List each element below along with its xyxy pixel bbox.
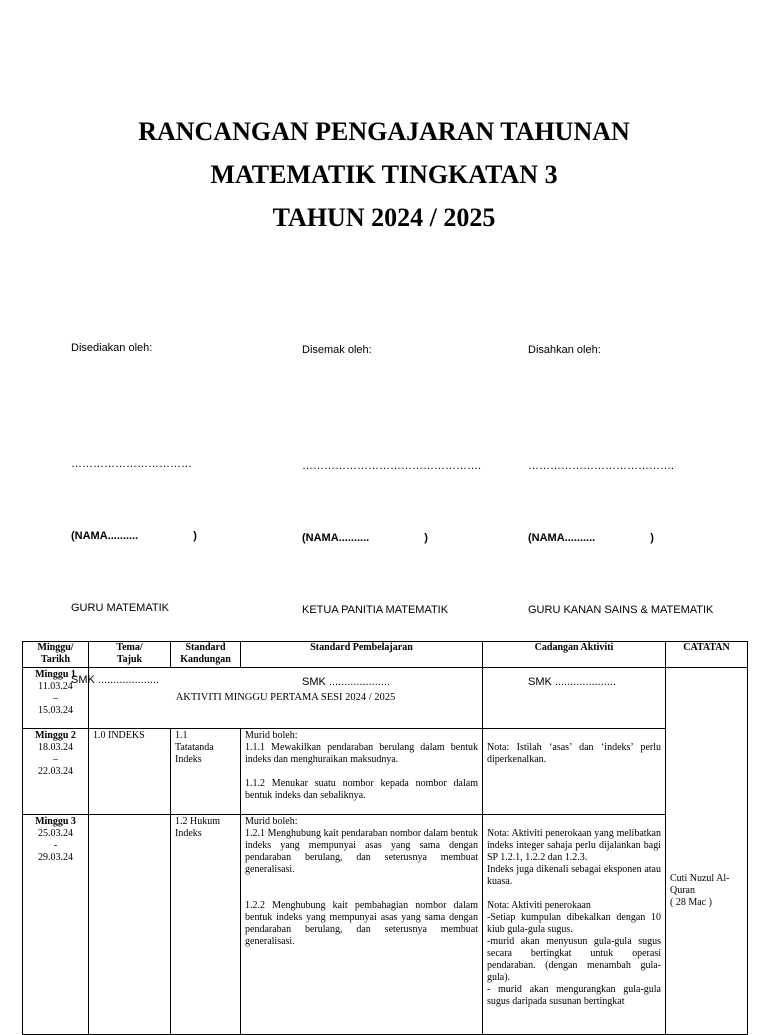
- document-title-line-2: MATEMATIK TINGKATAN 3: [210, 160, 558, 189]
- table-row: [23, 729, 748, 815]
- table-header-row: [23, 642, 748, 668]
- week-cell: Minggu 1 11.03.24 – 15.03.24: [23, 668, 89, 729]
- signature-dotted-line: ………………………………….: [528, 460, 675, 472]
- signature-heading: Disediakan oleh:: [71, 342, 153, 354]
- signature-heading: Disemak oleh:: [302, 344, 372, 356]
- header-theme-topic: Tema/ Tajuk: [89, 642, 171, 668]
- header-content-standard: Standard Kandungan: [171, 642, 241, 668]
- learning-standard-cell: Murid boleh: 1.2.1 Menghubung kait pendaraban nombor dalam bentuk indeks yang mempunyai asas yang sama dengan pendaraban berulang, dan seterusnya membuat generalisasi. 1.2.2 Menghubung kait pembahagian nombor dalam bentuk indeks yang mempunyai asas yang sama dengan pendaraban berulang, dan seterusnya membuat generalisasi.: [241, 815, 483, 1035]
- remarks-cell: Cuti Nuzul Al-Quran ( 28 Mac ): [666, 668, 748, 1035]
- signature-role: GURU KANAN SAINS & MATEMATIK: [528, 604, 714, 616]
- document-title-line-3: TAHUN 2024 / 2025: [272, 203, 496, 232]
- theme-cell: [89, 815, 171, 1035]
- signature-school: SMK ....................: [71, 674, 160, 686]
- signature-name: (NAMA.......... ): [71, 530, 197, 542]
- activity-cell: Nota: Istilah ‘asas’ dan ‘indeks’ perlu diperkenalkan.: [483, 729, 666, 815]
- activity-cell: [483, 668, 666, 729]
- signature-school: SMK ....................: [302, 676, 391, 688]
- activity-cell: Nota: Aktiviti penerokaan yang melibatkan indeks integer sahaja perlu dijalankan bagi SP 1.2.1, 1.2.2 dan 1.2.3. Indeks juga dikenali sebagai eksponen atau kuasa. Nota: Aktiviti penerokaan -Setiap kumpulan dibekalkan dengan 10 kiub gula-gula sugus. -murid akan menyusun gula-gula sugus secara bertingkat untuk operasi pendaraban. (dengan menambah gula-gula). - murid akan mengurangkan gula-gula sugus daripada susunan bertingkat: [483, 815, 666, 1035]
- content-standard-cell: 1.2 Hukum Indeks: [171, 815, 241, 1035]
- table-row: [23, 815, 748, 1035]
- lesson-plan-table: [22, 641, 748, 1035]
- header-remarks: CATATAN: [666, 642, 748, 668]
- signature-name: (NAMA.......... ): [528, 532, 654, 544]
- merged-activity-cell: AKTIVITI MINGGU PERTAMA SESI 2024 / 2025: [89, 668, 483, 729]
- signature-role: KETUA PANITIA MATEMATIK: [302, 604, 449, 616]
- header-week-date: Minggu/ Tarikh: [23, 642, 89, 668]
- signature-dotted-line: ………………………………………….: [302, 460, 482, 472]
- header-suggested-activity: Cadangan Aktiviti: [483, 642, 666, 668]
- signature-name: (NAMA.......... ): [302, 532, 428, 544]
- signature-heading: Disahkan oleh:: [528, 344, 601, 356]
- week-cell: Minggu 2 18.03.24 – 22.03.24: [23, 729, 89, 815]
- learning-standard-cell: Murid boleh: 1.1.1 Mewakilkan pendaraban berulang dalam bentuk indeks dan menghuraikan maksudnya. 1.1.2 Menukar suatu nombor kepada nombor dalam bentuk indeks dan sebaliknya.: [241, 729, 483, 815]
- document-title-line-1: RANCANGAN PENGAJARAN TAHUNAN: [138, 117, 630, 146]
- signature-role: GURU MATEMATIK: [71, 602, 169, 614]
- header-learning-standard: Standard Pembelajaran: [241, 642, 483, 668]
- theme-cell: 1.0 INDEKS: [89, 729, 171, 815]
- content-standard-cell: 1.1 Tatatanda Indeks: [171, 729, 241, 815]
- week-cell: Minggu 3 25.03.24 - 29.03.24: [23, 815, 89, 1035]
- signature-dotted-line: ……………………………: [71, 458, 192, 470]
- signature-school: SMK ....................: [528, 676, 617, 688]
- table-row: [23, 668, 748, 729]
